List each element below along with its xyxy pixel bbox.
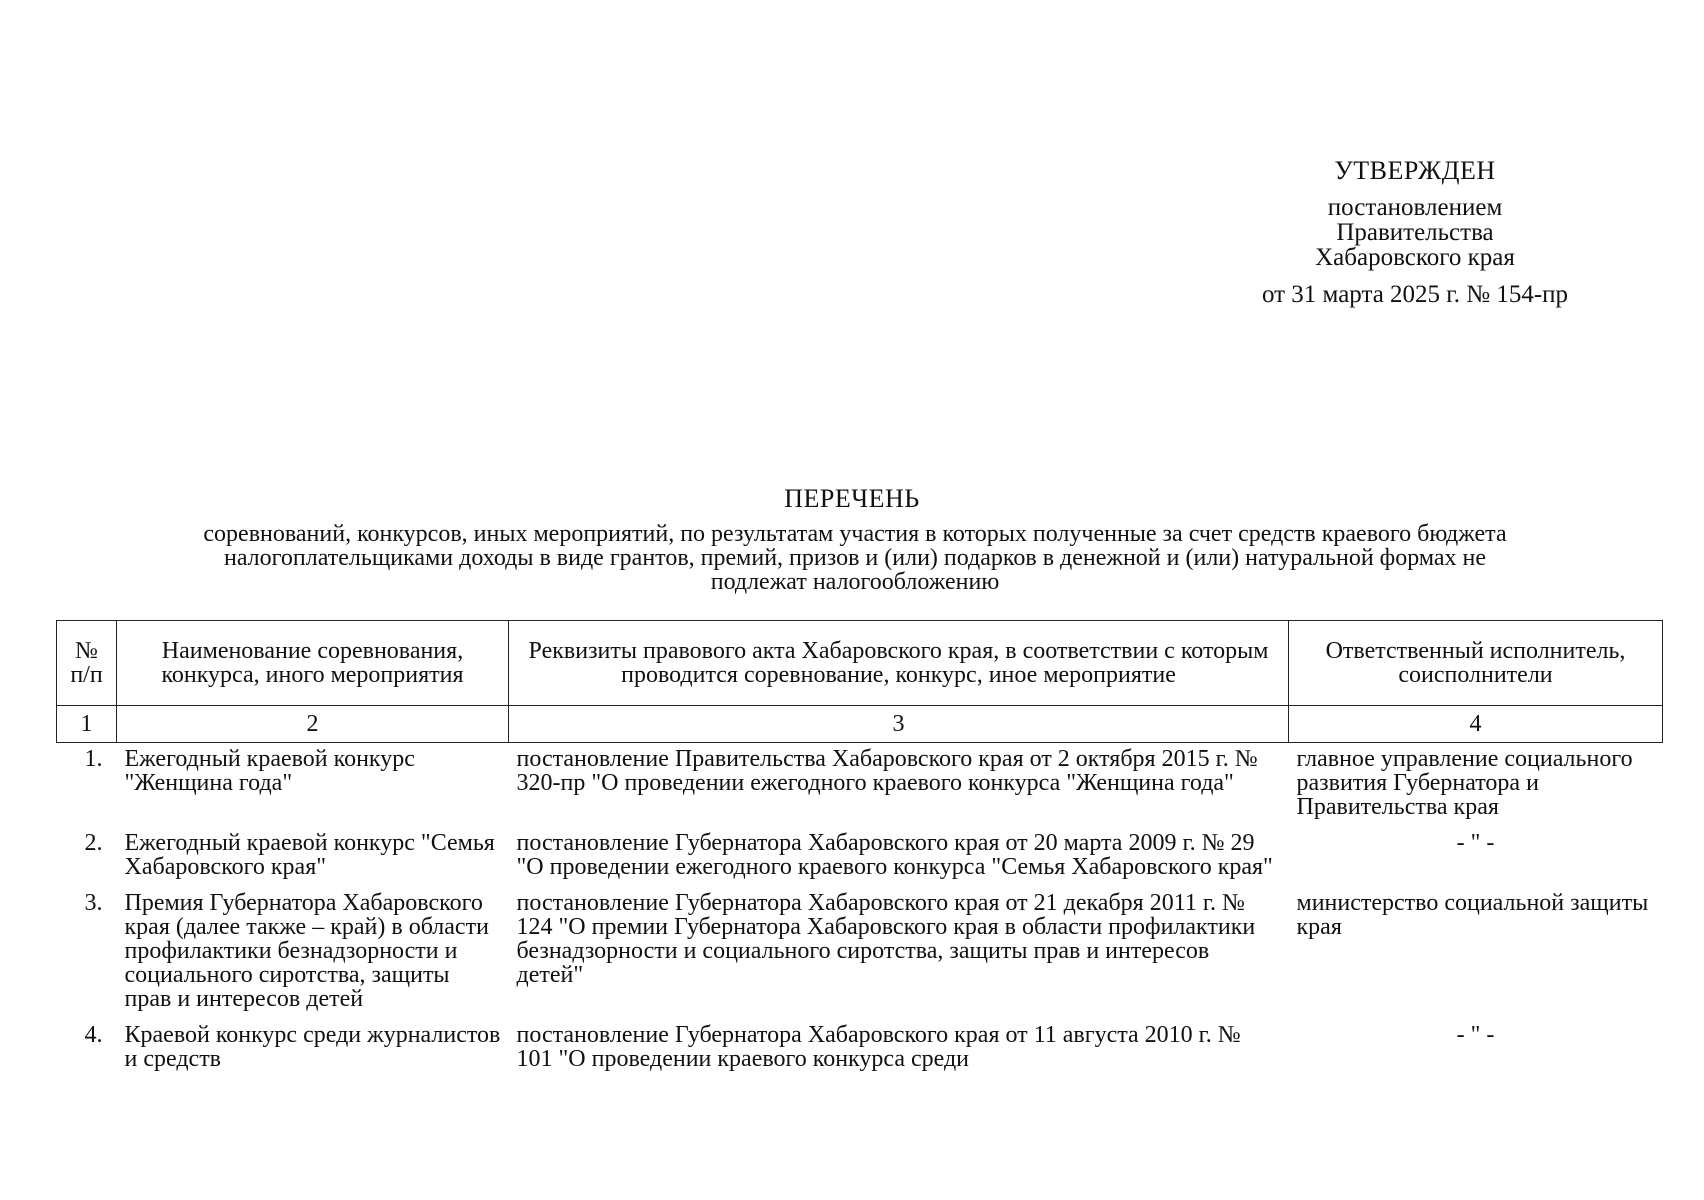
column-number: 4 [1289, 706, 1663, 743]
column-number: 2 [117, 706, 509, 743]
row-name: Ежегодный краевой конкурс "Семья Хабаровского края" [124, 830, 495, 880]
row-executor: главное управление социального развития Губернатора и Правительства края [1296, 746, 1633, 820]
row-act: постановление Губернатора Хабаровского края от 21 декабря 2011 г. № 124 "О премии Губернатора Хабаровского края в области профилактики безнадзорности и социального сиротства, защиты прав и интересов детей" [516, 890, 1256, 988]
table-row [57, 887, 1663, 1019]
table-row [57, 743, 1663, 828]
approval-stamp [1200, 158, 1630, 307]
row-name: Ежегодный краевой конкурс "Женщина года" [124, 746, 415, 796]
events-table [56, 620, 1663, 1079]
row-name: Краевой конкурс среди журналистов и средств [124, 1022, 501, 1072]
column-numbers-row [57, 706, 1663, 743]
subtitle-line-3: подлежат налогообложению [710, 569, 1000, 595]
table-row [57, 1019, 1663, 1079]
subtitle-line-2: налогоплательщиками доходы в виде грантов, премий, призов и (или) подарков в денежной и (или) натуральной формах не [223, 545, 1487, 571]
header-act: Реквизиты правового акта Хабаровского края, в соответствии с которым проводится соревнование, конкурс, иное мероприятие [509, 621, 1289, 706]
row-executor: - " - [1456, 1022, 1495, 1048]
header-name: Наименование соревнования, конкурса, иного мероприятия [117, 621, 509, 706]
table-row [57, 827, 1663, 887]
row-executor: - " - [1456, 830, 1495, 856]
subtitle-line-1: соревнований, конкурсов, иных мероприятий, по результатам участия в которых полученные за счет средств краевого бюджета [203, 521, 1507, 547]
column-number: 1 [57, 706, 117, 743]
row-number: 2. [84, 830, 103, 856]
row-executor: министерство социальной защиты края [1296, 890, 1649, 940]
row-number: 3. [84, 890, 103, 916]
column-number: 3 [509, 706, 1289, 743]
row-number: 4. [84, 1022, 103, 1048]
approval-line-1: постановлением [1327, 194, 1503, 221]
document-title: ПЕРЕЧЕНЬ [784, 484, 920, 513]
row-name: Премия Губернатора Хабаровского края (далее также – край) в области профилактики безнадзорности и социального сиротства, защиты прав и интересов детей [124, 890, 489, 1012]
row-act: постановление Правительства Хабаровского края от 2 октября 2015 г. № 320-пр "О проведении ежегодного краевого конкурса "Женщина года" [516, 746, 1258, 796]
approval-date: от 31 марта 2025 г. № 154-пр [1261, 281, 1569, 308]
document-subtitle [70, 522, 1640, 594]
row-act: постановление Губернатора Хабаровского края от 20 марта 2009 г. № 29 "О проведении ежегодного краевого конкурса "Семья Хабаровского края" [516, 830, 1273, 880]
row-number: 1. [84, 746, 103, 772]
approval-line-2: Правительства [1336, 219, 1494, 246]
row-act: постановление Губернатора Хабаровского края от 11 августа 2010 г. № 101 "О проведении краевого конкурса среди [516, 1022, 1241, 1072]
table-header-row [57, 621, 1663, 706]
header-executor: Ответственный исполнитель, соисполнители [1289, 621, 1663, 706]
approved-label: УТВЕРЖДЕН [1334, 156, 1496, 185]
header-number: № п/п [57, 621, 117, 706]
approval-line-3: Хабаровского края [1315, 244, 1515, 271]
